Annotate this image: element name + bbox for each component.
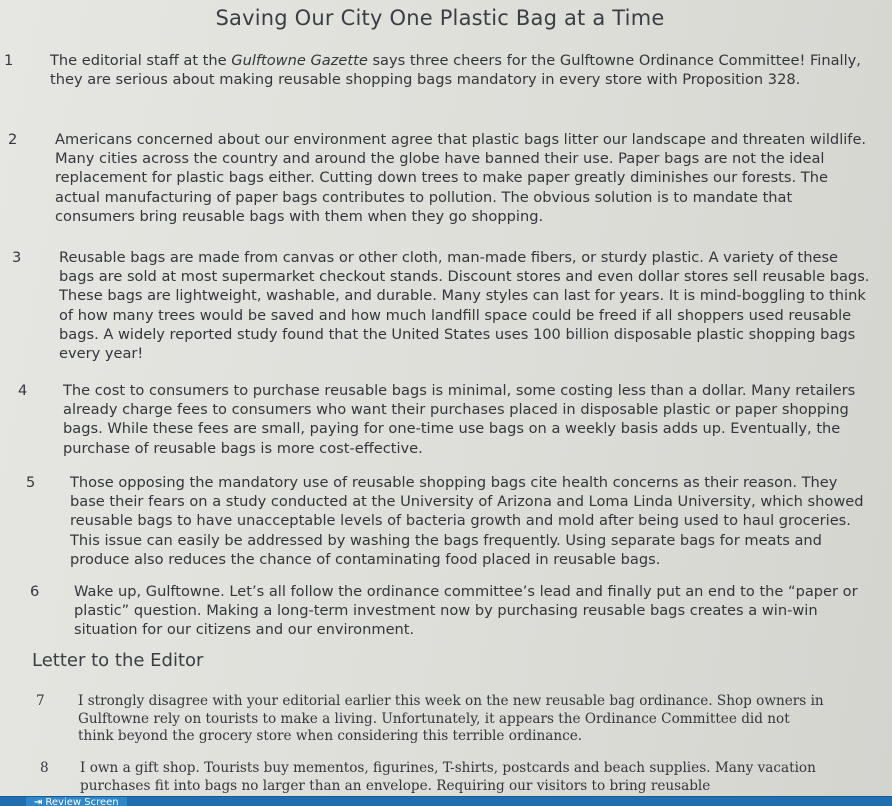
paragraph-number: 2 <box>8 131 18 148</box>
paragraph-8 <box>40 760 840 795</box>
paragraph-7 <box>36 693 826 746</box>
paragraph-text: The cost to consumers to purchase reusable bags is minimal, some costing less than a dollar. Many retailers already charge fees to consumers who want their purchases placed in disposable plastic or paper shopping bags. While these fees are small, paying for one-time use bags on a weekly basis adds up. Eventually, the purchase of reusable bags is more cost-effective. <box>63 382 856 457</box>
paragraph-number: 8 <box>40 760 49 776</box>
review-screen-label: Review Screen <box>45 797 119 806</box>
paragraph-1 <box>4 51 872 89</box>
paragraph-number: 7 <box>36 693 45 709</box>
paragraph-text: Reusable bags are made from canvas or other cloth, man-made fibers, or sturdy plastic. A variety of these bags are sold at most supermarket checkout stands. Discount stores and even dollar stores sell reusable bags. These bags are lightweight, washable, and durable. Many styles can last for years. It is mind-boggling to think of how many trees would be saved and how much landfill space could be freed if all shoppers used reusable bags. A widely reported study found that the United States uses 100 billion disposable plastic shopping bags every year! <box>59 249 870 363</box>
passage-title: Saving Our City One Plastic Bag at a Time <box>215 6 665 30</box>
paragraph-text: The editorial staff at the <box>50 52 232 69</box>
paragraph-2 <box>8 130 874 226</box>
newspaper-name: Gulftowne Gazette <box>231 52 368 69</box>
footer-bar <box>0 796 892 806</box>
paragraph-text: I strongly disagree with your editorial earlier this week on the new reusable bag ordinance. Shop owners in Gulftowne rely on tourists to make a living. Unfortunately, it appears the Ordinance Committee did not think beyond the grocery store when considering this terrible ordinance. <box>78 693 824 745</box>
paragraph-number: 1 <box>4 52 14 69</box>
letter-heading: Letter to the Editor <box>32 650 204 671</box>
paragraph-text: I own a gift shop. Tourists buy mementos, figurines, T-shirts, postcards and beach supplies. Many vacation purchases fit into bags no larger than an envelope. Requiring our visitors to bring reusable <box>80 760 816 794</box>
paragraph-text: says three cheers for the Gulftowne Ordinance Committee! Finally, they are serious about making reusable shopping bags mandatory in every store with Proposition 328. <box>50 52 861 89</box>
paragraph-3 <box>12 248 876 363</box>
paragraph-4 <box>18 381 874 458</box>
paragraph-text: Those opposing the mandatory use of reusable shopping bags cite health concerns as their reason. They base their fears on a study conducted at the University of Arizona and Loma Linda University, which showed reusable bags to have unacceptable levels of bacteria growth and mold after being used to haul groceries. This issue can easily be addressed by washing the bags frequently. Using separate bags for meats and produce also reduces the chance of contaminating food placed in reusable bags. <box>70 474 864 568</box>
paragraph-6 <box>30 582 860 640</box>
review-screen-button[interactable] <box>26 797 127 806</box>
paragraph-number: 5 <box>26 474 36 491</box>
paragraph-number: 4 <box>18 382 28 399</box>
paragraph-number: 6 <box>30 583 40 600</box>
paragraph-text: Wake up, Gulftowne. Let’s all follow the ordinance committee’s lead and finally put an end to the “paper or plastic” question. Making a long-term investment now by purchasing reusable bags creates a win-win situation for our citizens and our environment. <box>74 583 858 639</box>
arrow-right-to-bar-icon: ⇥ <box>34 797 43 806</box>
paragraph-5 <box>26 473 874 569</box>
paragraph-text: Americans concerned about our environment agree that plastic bags litter our landscape and threaten wildlife. Many cities across the country and around the globe have banned their use. Paper bags are not the ideal replacement for plastic bags either. Cutting down trees to make paper greatly diminishes our forests. The actual manufacturing of paper bags contributes to pollution. The obvious solution is to mandate that consumers bring reusable bags with them when they go shopping. <box>55 131 867 225</box>
paragraph-number: 3 <box>12 249 22 266</box>
